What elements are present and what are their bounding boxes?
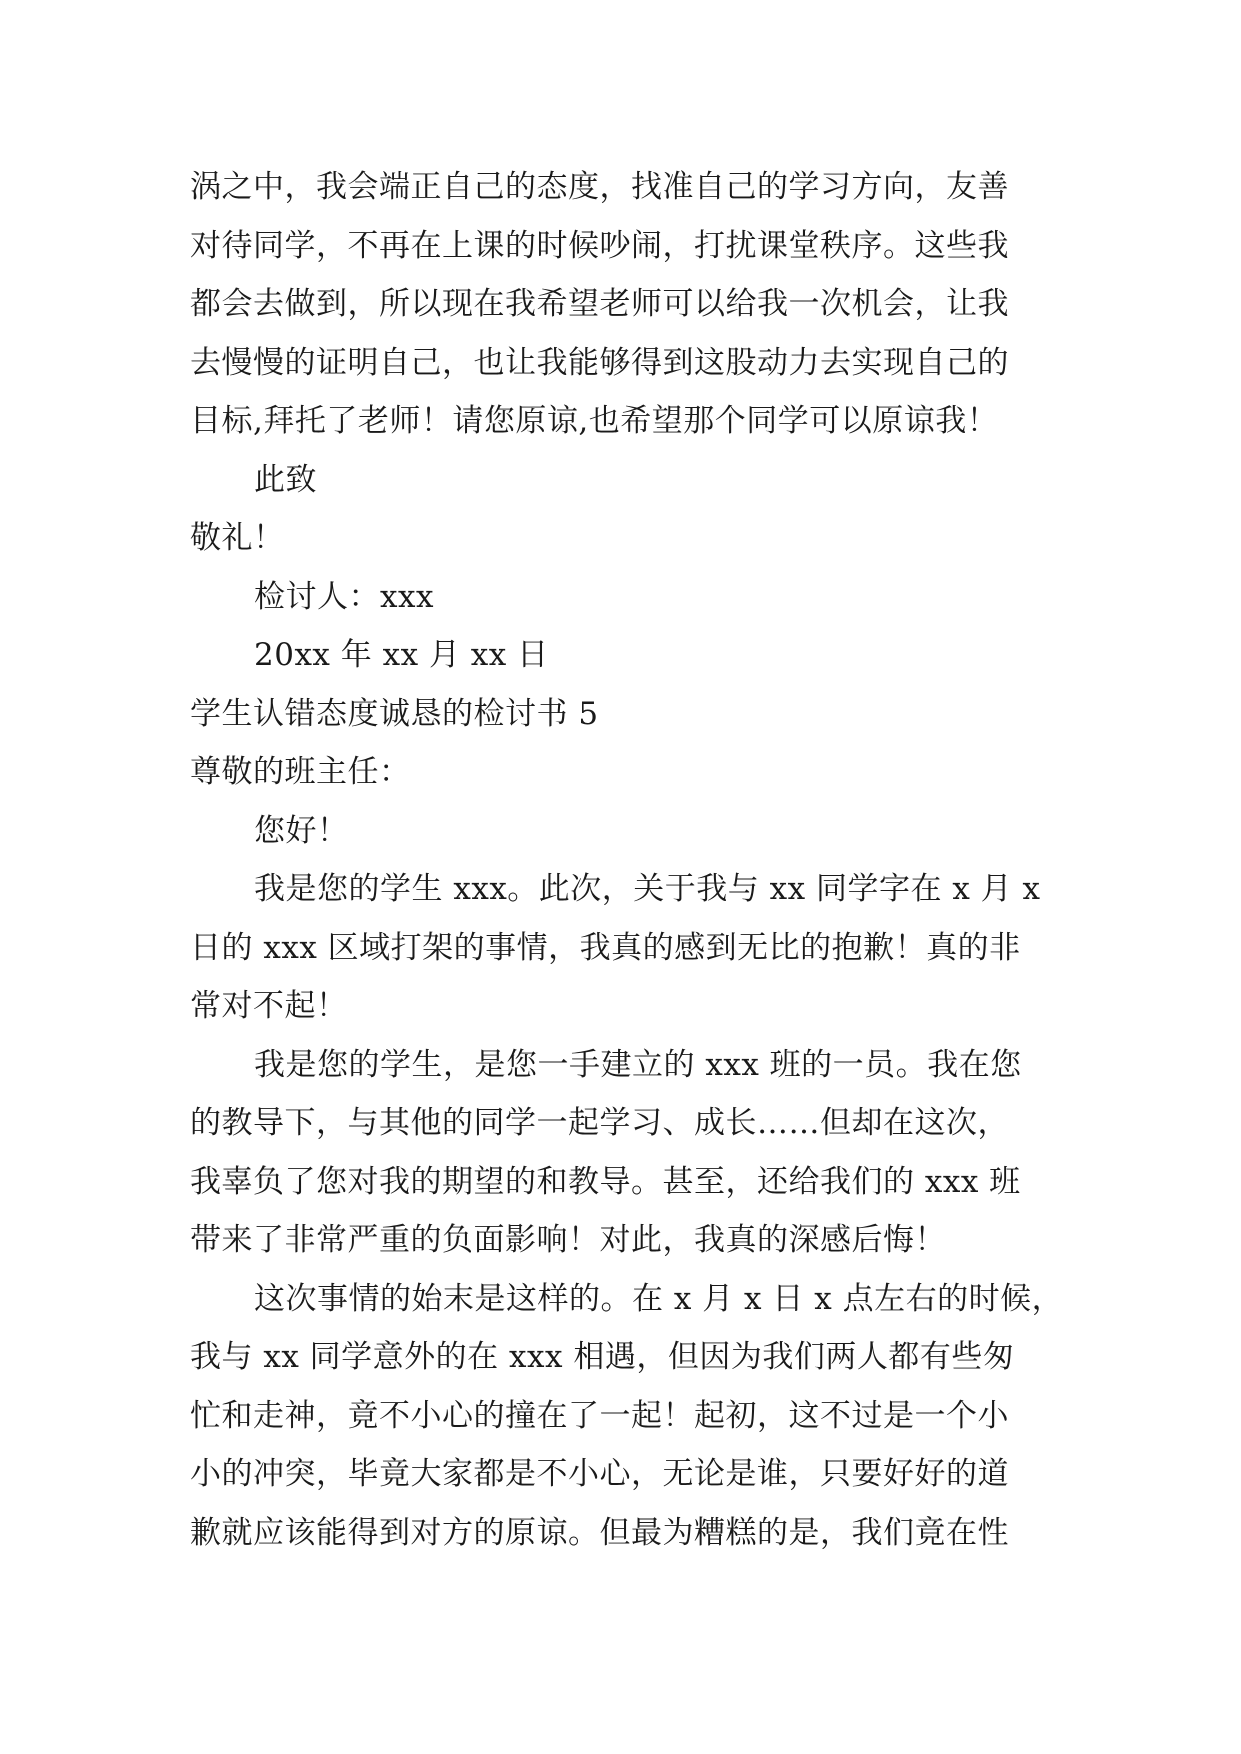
text-line: 小的冲突，毕竟大家都是不小心，无论是谁，只要好好的道 <box>190 1456 1009 1492</box>
text-line: 带来了非常严重的负面影响！对此，我真的深感后悔！ <box>190 1222 946 1258</box>
text-line: 常对不起！ <box>190 988 348 1024</box>
text-line: 的教导下，与其他的同学一起学习、成长……但却在这次， <box>190 1105 1009 1141</box>
signature-date: 20xx 年 xx 月 xx 日 <box>254 637 549 673</box>
text-line: 日的 xxx 区域打架的事情，我真的感到无比的抱歉！真的非 <box>190 929 1021 966</box>
text-line: 对待同学，不再在上课的时候吵闹，打扰课堂秩序。这些我 <box>190 227 1009 264</box>
text-line: 目标,拜托了老师！请您原谅,也希望那个同学可以原谅我！ <box>190 403 999 439</box>
section-title: 学生认错态度诚恳的检讨书 5 <box>190 695 599 732</box>
greeting-recipient: 尊敬的班主任： <box>190 754 411 790</box>
text-line: 都会去做到，所以现在我希望老师可以给我一次机会，让我 <box>190 286 1009 322</box>
closing-regards: 敬礼！ <box>190 520 285 556</box>
signature-name: 检讨人：xxx <box>254 578 434 615</box>
text-line: 忙和走神，竟不小心的撞在了一起！起初，这不过是一个小 <box>190 1397 1009 1434</box>
text-line: 歉就应该能得到对方的原谅。但最为糟糕的是，我们竟在性 <box>190 1514 1009 1551</box>
text-line: 涡之中，我会端正自己的态度，找准自己的学习方向，友善 <box>190 169 1009 205</box>
greeting: 您好！ <box>254 812 349 849</box>
text-line: 我是您的学生，是您一手建立的 xxx 班的一员。我在您 <box>254 1046 1022 1083</box>
document-body <box>190 158 1064 1562</box>
text-line: 我与 xx 同学意外的在 xxx 相遇，但因为我们两人都有些匆 <box>190 1339 1015 1375</box>
text-line: 我辜负了您对我的期望的和教导。甚至，还给我们的 xxx 班 <box>190 1163 1021 1200</box>
closing-salutation: 此致 <box>254 461 317 498</box>
text-line: 我是您的学生 xxx。此次，关于我与 xx 同学字在 x 月 x <box>254 871 1041 907</box>
text-line: 这次事情的始末是这样的。在 x 月 x 日 x 点左右的时候， <box>254 1280 1064 1317</box>
text-line: 去慢慢的证明自己，也让我能够得到这股动力去实现自己的 <box>190 344 1009 381</box>
